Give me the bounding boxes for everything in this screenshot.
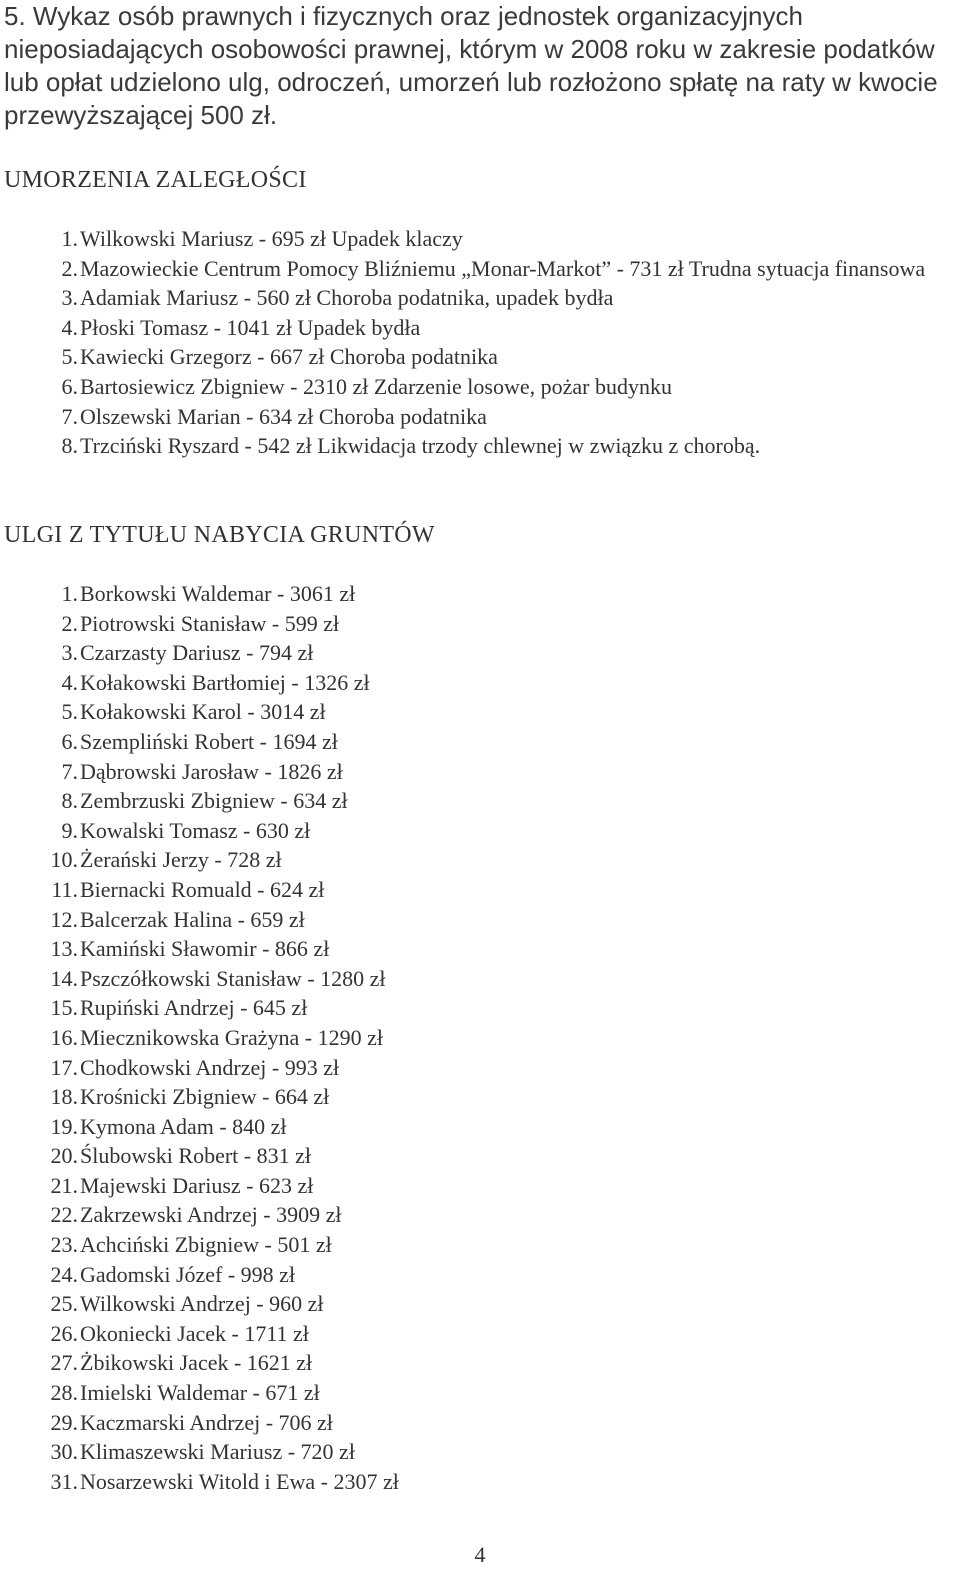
list-item-number: 8. bbox=[61, 788, 78, 814]
list-item-text: Balcerzak Halina - 659 zł bbox=[80, 906, 305, 932]
list-item-text: Wilkowski Mariusz - 695 zł Upadek klaczy bbox=[80, 226, 463, 251]
list-item bbox=[0, 1200, 958, 1230]
list-item-number: 10. bbox=[50, 847, 78, 873]
list-item-text: Piotrowski Stanisław - 599 zł bbox=[80, 610, 340, 636]
list-item-text: Żbikowski Jacek - 1621 zł bbox=[80, 1350, 313, 1376]
list-item-text: Adamiak Mariusz - 560 zł Choroba podatnika, upadek bydła bbox=[80, 285, 614, 311]
list-item bbox=[0, 668, 958, 698]
list-item-number: 4. bbox=[61, 669, 78, 695]
list-item-number: 16. bbox=[50, 1024, 78, 1050]
list-item-number: 2. bbox=[61, 255, 78, 281]
list-item-number: 9. bbox=[61, 817, 78, 843]
list-item-text: Gadomski Józef - 998 zł bbox=[80, 1261, 296, 1287]
list-item bbox=[0, 1348, 958, 1378]
list-item-number: 18. bbox=[50, 1084, 78, 1110]
list-item-text: Majewski Dariusz - 623 zł bbox=[80, 1172, 314, 1198]
list-item bbox=[0, 372, 958, 402]
list-item bbox=[0, 993, 958, 1023]
list-item-number: 26. bbox=[50, 1320, 78, 1346]
list-item-text: Kamiński Sławomir - 866 zł bbox=[80, 936, 330, 962]
list-item-number: 7. bbox=[61, 758, 78, 784]
list-item-number: 15. bbox=[50, 995, 78, 1021]
document-heading: 5. Wykaz osób prawnych i fizycznych oraz jednostek organizacyjnych nieposiadających osobowości prawnej, którym w 2008 roku w zakresie podatków lub opłat udzielono ulg, odroczeń, umorzeń lub rozłożono spłatę na raty w kwocie przewyższającej 500 zł. bbox=[4, 1, 938, 130]
list-item-number: 24. bbox=[50, 1261, 78, 1287]
list-item-text: Ślubowski Robert - 831 zł bbox=[80, 1143, 311, 1169]
list-item-text: Kołakowski Bartłomiej - 1326 zł bbox=[80, 669, 370, 695]
list-item bbox=[0, 1023, 958, 1053]
list-item-text: Kaczmarski Andrzej - 706 zł bbox=[80, 1409, 333, 1435]
list-item-number: 29. bbox=[50, 1409, 78, 1435]
list-item bbox=[0, 757, 958, 787]
list-item-text: Krośnicki Zbigniew - 664 zł bbox=[80, 1084, 330, 1110]
list-item bbox=[0, 638, 958, 668]
list-item bbox=[0, 1408, 958, 1438]
list-item bbox=[0, 1053, 958, 1083]
list-item-text: Klimaszewski Mariusz - 720 zł bbox=[80, 1439, 355, 1465]
list-item bbox=[0, 845, 958, 875]
list-item-text: Rupiński Andrzej - 645 zł bbox=[80, 995, 308, 1021]
list-item-text: Wilkowski Andrzej - 960 zł bbox=[80, 1291, 324, 1317]
list-item-number: 21. bbox=[50, 1172, 78, 1198]
list-item-text: Okoniecki Jacek - 1711 zł bbox=[80, 1320, 309, 1346]
list-item-number: 19. bbox=[50, 1113, 78, 1139]
list-item-number: 14. bbox=[50, 965, 78, 991]
list-item-number: 6. bbox=[61, 728, 78, 754]
list-item-text: Zembrzuski Zbigniew - 634 zł bbox=[80, 788, 348, 814]
list-item bbox=[0, 875, 958, 905]
list-item-text: Szempliński Robert - 1694 zł bbox=[80, 728, 338, 754]
list-item-number: 7. bbox=[61, 403, 78, 429]
list-item-number: 4. bbox=[61, 314, 78, 340]
list-item-number: 30. bbox=[50, 1439, 78, 1465]
list-item bbox=[0, 283, 958, 313]
list-item bbox=[0, 1467, 958, 1497]
list-item-number: 6. bbox=[61, 373, 78, 399]
list-item-number: 17. bbox=[50, 1054, 78, 1080]
list-item bbox=[0, 1260, 958, 1290]
list-item-text: Żerański Jerzy - 728 zł bbox=[80, 847, 282, 873]
list-item bbox=[0, 697, 958, 727]
list-item-number: 25. bbox=[50, 1291, 78, 1317]
list-item-number: 27. bbox=[50, 1350, 78, 1376]
list-item bbox=[0, 1289, 958, 1319]
list-item bbox=[0, 224, 958, 254]
list-item-text: Borkowski Waldemar - 3061 zł bbox=[80, 581, 356, 606]
list-item bbox=[0, 431, 958, 461]
list-item-text: Czarzasty Dariusz - 794 zł bbox=[80, 640, 314, 666]
list-item bbox=[0, 1230, 958, 1260]
list-item-number: 11. bbox=[51, 876, 78, 902]
ulgi-list bbox=[0, 579, 958, 1496]
list-item bbox=[0, 342, 958, 372]
list-item-text: Kymona Adam - 840 zł bbox=[80, 1113, 287, 1139]
list-item-text: Kowalski Tomasz - 630 zł bbox=[80, 817, 311, 843]
list-item-text: Olszewski Marian - 634 zł Choroba podatnika bbox=[80, 403, 487, 429]
list-item bbox=[0, 579, 958, 609]
section-title-umorzenia: UMORZENIA ZALEGŁOŚCI bbox=[4, 167, 307, 193]
list-item bbox=[0, 1112, 958, 1142]
list-item bbox=[0, 964, 958, 994]
list-item-text: Miecznikowska Grażyna - 1290 zł bbox=[80, 1024, 384, 1050]
list-item-number: 1. bbox=[61, 226, 78, 251]
list-item-text: Biernacki Romuald - 624 zł bbox=[80, 876, 325, 902]
list-item bbox=[0, 609, 958, 639]
list-item bbox=[0, 1319, 958, 1349]
list-item-text: Pszczółkowski Stanisław - 1280 zł bbox=[80, 965, 386, 991]
list-item-number: 8. bbox=[61, 433, 78, 459]
list-item-text: Achciński Zbigniew - 501 zł bbox=[80, 1232, 332, 1258]
list-item-text: Mazowieckie Centrum Pomocy Bliźniemu „Monar-Markot” - 731 zł Trudna sytuacja finansowa bbox=[80, 255, 926, 281]
list-item bbox=[0, 816, 958, 846]
list-item bbox=[0, 1141, 958, 1171]
list-item-number: 22. bbox=[50, 1202, 78, 1228]
list-item-text: Płoski Tomasz - 1041 zł Upadek bydła bbox=[80, 314, 421, 340]
list-item bbox=[0, 1437, 958, 1467]
list-item-number: 20. bbox=[50, 1143, 78, 1169]
list-item-number: 12. bbox=[50, 906, 78, 932]
section-title-ulgi: ULGI Z TYTUŁU NABYCIA GRUNTÓW bbox=[4, 522, 435, 548]
umorzenia-list bbox=[0, 224, 958, 461]
list-item-number: 2. bbox=[61, 610, 78, 636]
list-item-text: Zakrzewski Andrzej - 3909 zł bbox=[80, 1202, 342, 1228]
list-item-number: 3. bbox=[61, 640, 78, 666]
list-item-text: Imielski Waldemar - 671 zł bbox=[80, 1380, 320, 1406]
list-item-text: Dąbrowski Jarosław - 1826 zł bbox=[80, 758, 343, 784]
list-item bbox=[0, 1082, 958, 1112]
list-item-text: Trzciński Ryszard - 542 zł Likwidacja trzody chlewnej w związku z chorobą. bbox=[80, 433, 761, 459]
list-item-number: 28. bbox=[50, 1380, 78, 1406]
page-number: 4 bbox=[474, 1542, 486, 1567]
list-item-text: Chodkowski Andrzej - 993 zł bbox=[80, 1054, 340, 1080]
list-item-number: 1. bbox=[61, 581, 78, 606]
list-item-text: Nosarzewski Witold i Ewa - 2307 zł bbox=[80, 1468, 399, 1494]
list-item-text: Kawiecki Grzegorz - 667 zł Choroba podatnika bbox=[80, 344, 498, 370]
list-item-number: 5. bbox=[61, 699, 78, 725]
list-item-number: 5. bbox=[61, 344, 78, 370]
list-item-number: 31. bbox=[50, 1468, 78, 1494]
list-item bbox=[0, 313, 958, 343]
list-item bbox=[0, 402, 958, 432]
list-item-number: 3. bbox=[61, 285, 78, 311]
list-item bbox=[0, 727, 958, 757]
list-item bbox=[0, 1171, 958, 1201]
list-item bbox=[0, 905, 958, 935]
list-item bbox=[0, 1378, 958, 1408]
list-item bbox=[0, 254, 958, 284]
list-item bbox=[0, 786, 958, 816]
list-item-number: 13. bbox=[50, 936, 78, 962]
list-item bbox=[0, 934, 958, 964]
list-item-text: Kołakowski Karol - 3014 zł bbox=[80, 699, 326, 725]
list-item-text: Bartosiewicz Zbigniew - 2310 zł Zdarzenie losowe, pożar budynku bbox=[80, 373, 672, 399]
list-item-number: 23. bbox=[50, 1232, 78, 1258]
